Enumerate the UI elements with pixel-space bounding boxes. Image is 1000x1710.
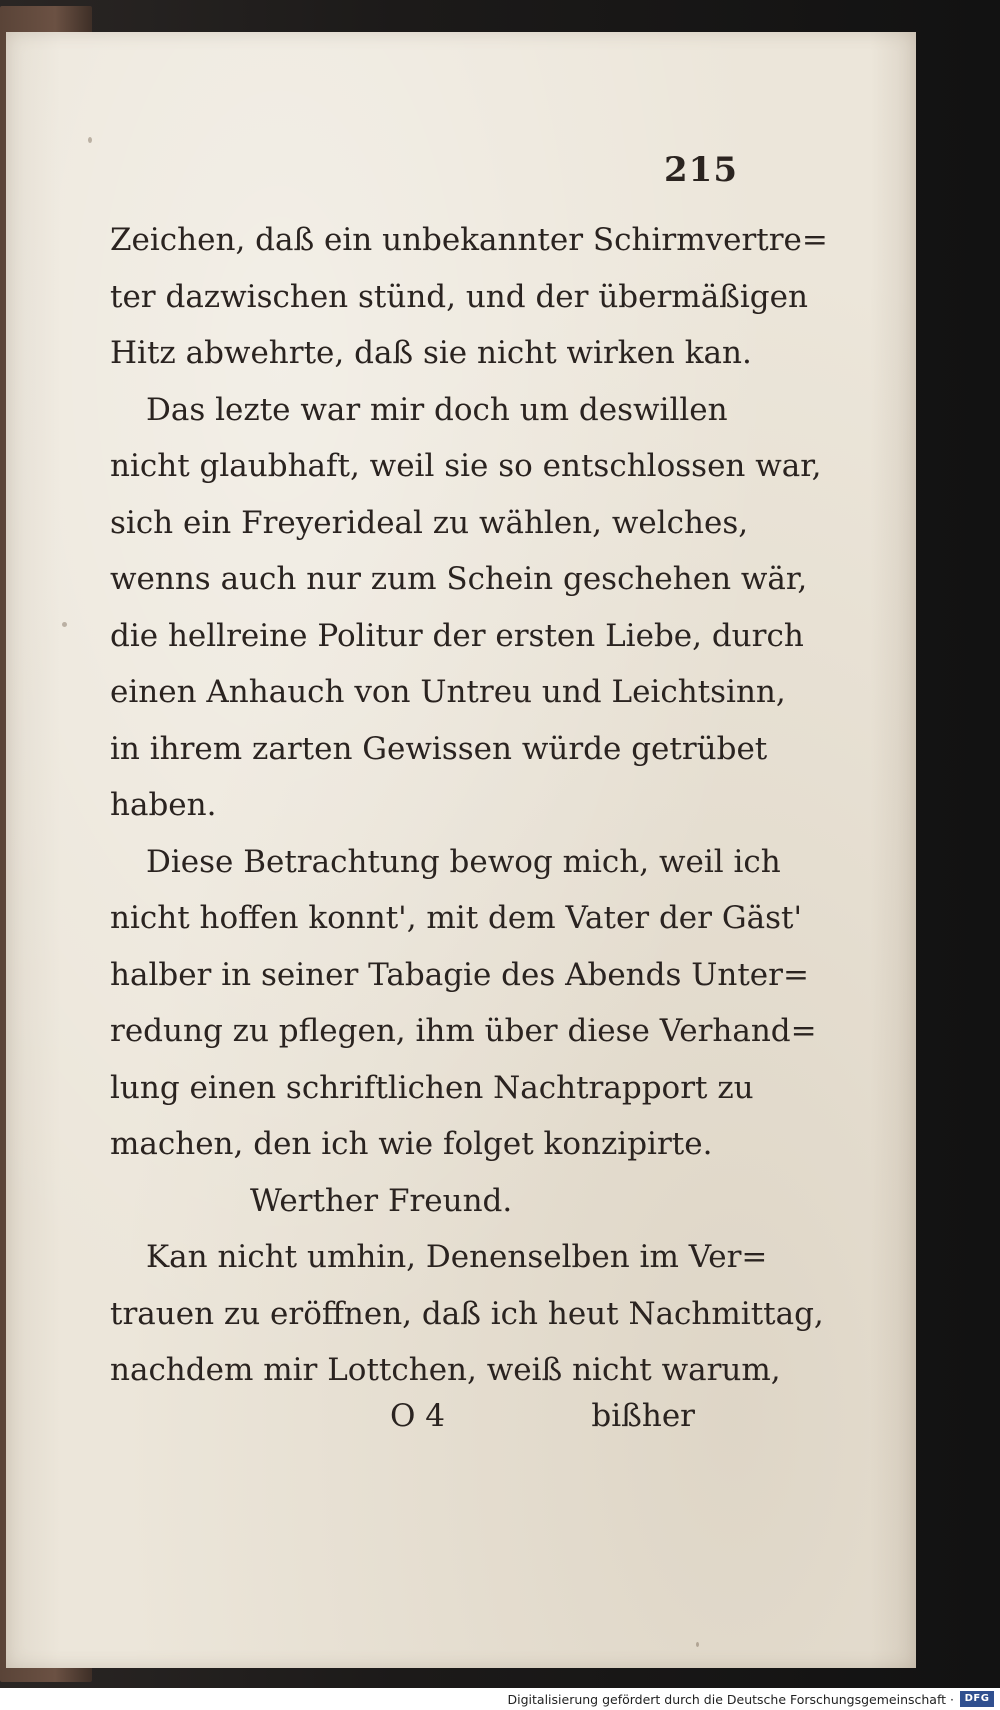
text-line: einen Anhauch von Untreu und Leichtsinn, [110,674,786,710]
text-line: in ihrem zarten Gewissen würde getrübet [110,730,768,767]
text-line: ter dazwischen stünd, und der übermäßigen [110,278,808,315]
page-number: 215 [664,150,738,190]
signature-mark: O 4 [390,1398,445,1434]
text-line: Kan nicht umhin, Denenselben im Ver= [146,1239,768,1275]
dfg-logo: DFG [960,1691,994,1707]
text-line: Das lezte war mir doch um deswillen [146,391,728,428]
body-text [110,212,828,1399]
text-line: sich ein Freyerideal zu wählen, welches, [110,504,749,541]
ink-speck [88,137,92,143]
text-line: lung einen schriftlichen Nachtrapport zu [110,1069,754,1106]
catchword: bißher [591,1398,695,1434]
text-line: wenns auch nur zum Schein geschehen wär, [110,561,808,597]
text-line: Zeichen, daß ein unbekannter Schirmvertre= [110,222,828,258]
text-line: nachdem mir Lottchen, weiß nicht warum, [110,1352,781,1388]
ink-speck [696,1642,699,1647]
digitization-credit-bar [0,1688,1000,1710]
digitization-credit-text: Digitalisierung gefördert durch die Deutsche Forschungsgemeinschaft · [507,1692,954,1707]
text-line: Werther Freund. [250,1182,513,1219]
text-line: halber in seiner Tabagie des Abends Unter= [110,956,809,993]
text-line: nicht hoffen konnt', mit dem Vater der Gäst' [110,900,802,936]
text-line: nicht glaubhaft, weil sie so entschlossen war, [110,448,822,484]
page-footer [110,1388,715,1444]
text-line: redung zu pflegen, ihm über diese Verhand= [110,1013,817,1049]
text-line: haben. [110,787,217,823]
ink-speck [62,622,67,627]
text-line: Diese Betrachtung bewog mich, weil ich [146,843,781,880]
text-line: trauen zu eröffnen, daß ich heut Nachmittag, [110,1295,824,1332]
text-line: machen, den ich wie folget konzipirte. [110,1126,713,1162]
text-line: Hitz abwehrte, daß sie nicht wirken kan. [110,335,752,371]
text-line: die hellreine Politur der ersten Liebe, durch [110,617,804,654]
